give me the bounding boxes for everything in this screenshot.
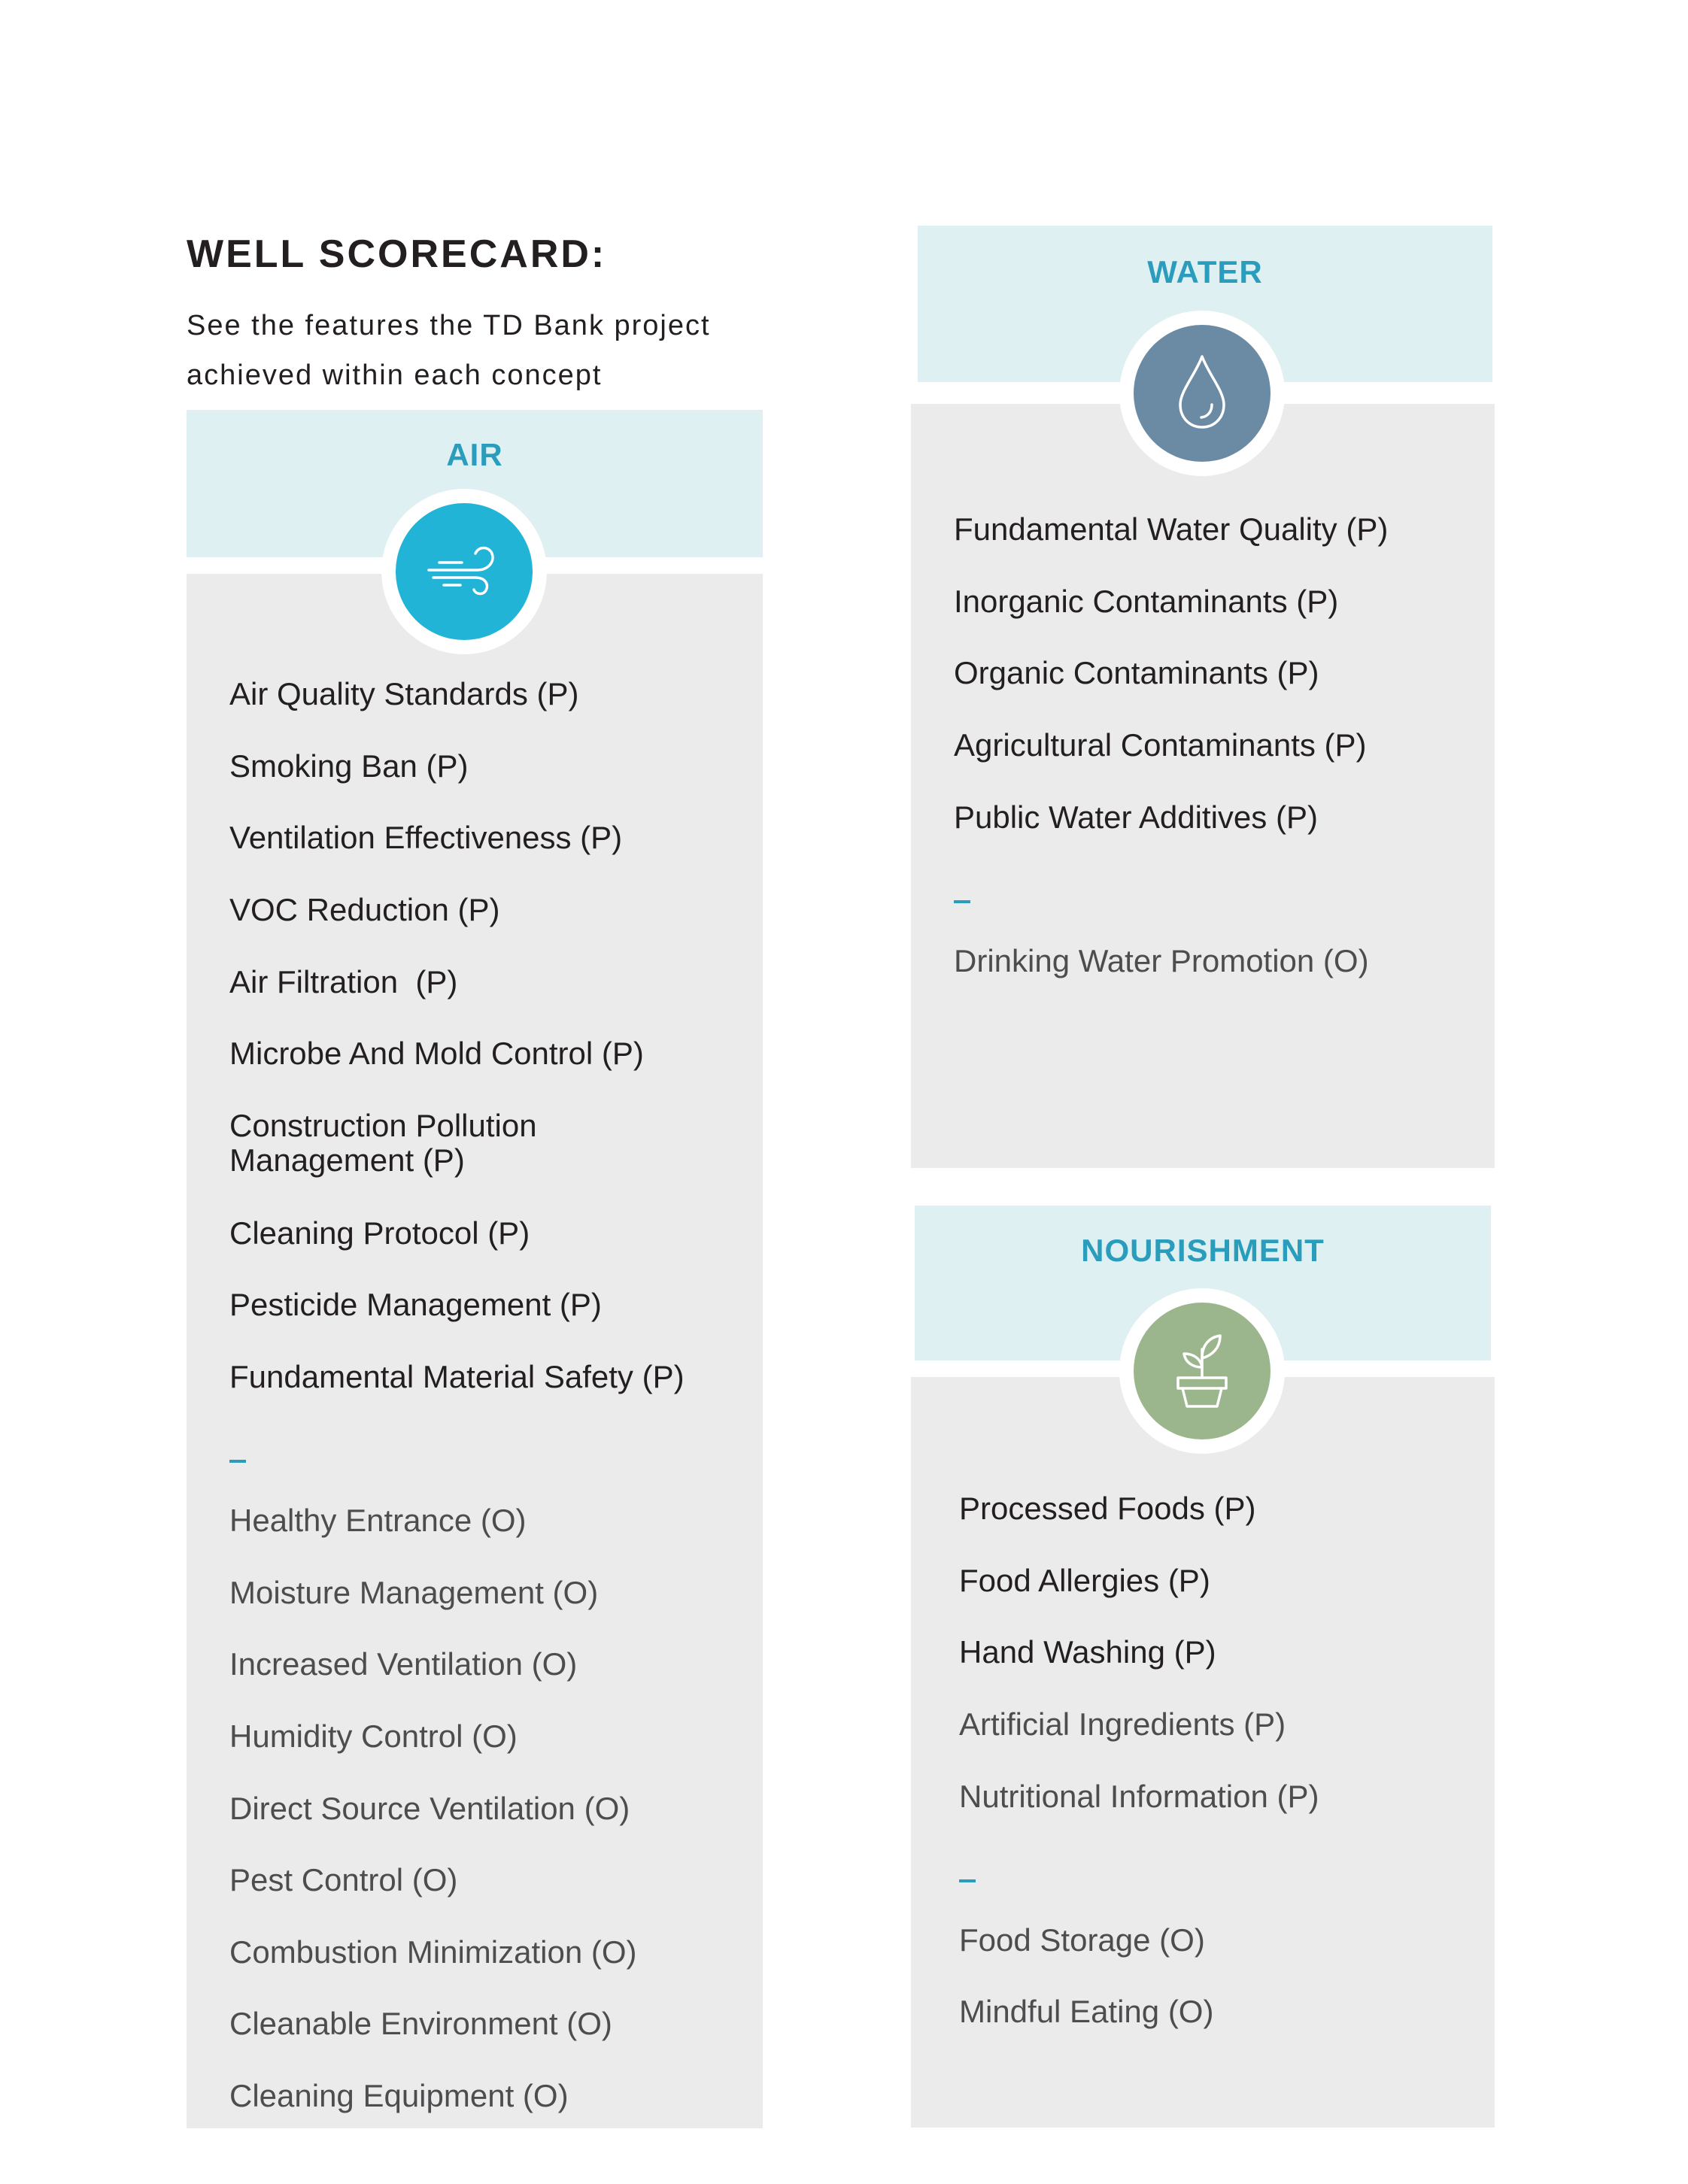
feature-item: Air Quality Standards (P) — [229, 676, 579, 711]
feature-item: Drinking Water Promotion (O) — [954, 943, 1369, 978]
page-title: WELL SCORECARD: — [187, 232, 607, 276]
feature-item: Pest Control (O) — [229, 1862, 458, 1897]
separator-dash — [959, 1879, 976, 1882]
nourishment-panel-title: NOURISHMENT — [1081, 1233, 1325, 1268]
feature-item: Combustion Minimization (O) — [229, 1934, 637, 1970]
feature-item: Increased Ventilation (O) — [229, 1646, 578, 1682]
feature-item: Direct Source Ventilation (O) — [229, 1791, 630, 1826]
feature-item: Inorganic Contaminants (P) — [954, 584, 1339, 619]
feature-item: Humidity Control (O) — [229, 1718, 518, 1754]
feature-item: Artificial Ingredients (P) — [959, 1706, 1286, 1742]
feature-item: Cleaning Protocol (P) — [229, 1215, 530, 1251]
feature-item: Organic Contaminants (P) — [954, 655, 1319, 690]
feature-item: Smoking Ban (P) — [229, 748, 469, 784]
feature-item: Hand Washing (P) — [959, 1634, 1216, 1670]
air-panel-title: AIR — [446, 437, 503, 472]
feature-item: Construction Pollution Management (P) — [229, 1108, 537, 1178]
water-icon-badge — [1119, 311, 1285, 476]
water-feature-list — [954, 512, 1480, 993]
feature-item: VOC Reduction (P) — [229, 892, 500, 927]
feature-item: Healthy Entrance (O) — [229, 1503, 527, 1538]
water-drop-icon — [1168, 350, 1236, 437]
feature-item: Fundamental Material Safety (P) — [229, 1359, 685, 1394]
potted-plant-icon — [1164, 1328, 1240, 1415]
feature-item: Pesticide Management (P) — [229, 1287, 602, 1322]
feature-item: Air Filtration (P) — [229, 964, 458, 999]
feature-item: Mindful Eating (O) — [959, 1994, 1214, 2029]
page-subtitle: See the features the TD Bank project achieved within each concept — [187, 310, 711, 391]
air-feature-list — [229, 677, 741, 2121]
feature-item: Ventilation Effectiveness (P) — [229, 820, 623, 855]
feature-item: Moisture Management (O) — [229, 1575, 599, 1610]
feature-item: Food Storage (O) — [959, 1922, 1205, 1958]
feature-item: Fundamental Water Quality (P) — [954, 511, 1389, 547]
feature-item: Nutritional Information (P) — [959, 1779, 1319, 1814]
feature-item: Processed Foods (P) — [959, 1491, 1256, 1526]
nourishment-feature-list — [959, 1491, 1478, 2033]
wind-icon — [423, 540, 505, 604]
feature-item: Cleaning Equipment (O) — [229, 2078, 569, 2113]
separator-dash — [229, 1460, 246, 1463]
feature-item: Cleanable Environment (O) — [229, 2006, 612, 2041]
feature-item: Public Water Additives (P) — [954, 799, 1318, 835]
separator-dash — [954, 900, 970, 903]
air-icon-badge — [381, 489, 547, 654]
feature-item: Microbe And Mold Control (P) — [229, 1036, 644, 1071]
feature-item: Agricultural Contaminants (P) — [954, 727, 1367, 763]
nourishment-icon-badge — [1119, 1288, 1285, 1454]
feature-item: Food Allergies (P) — [959, 1563, 1210, 1598]
water-panel-title: WATER — [1147, 254, 1263, 290]
